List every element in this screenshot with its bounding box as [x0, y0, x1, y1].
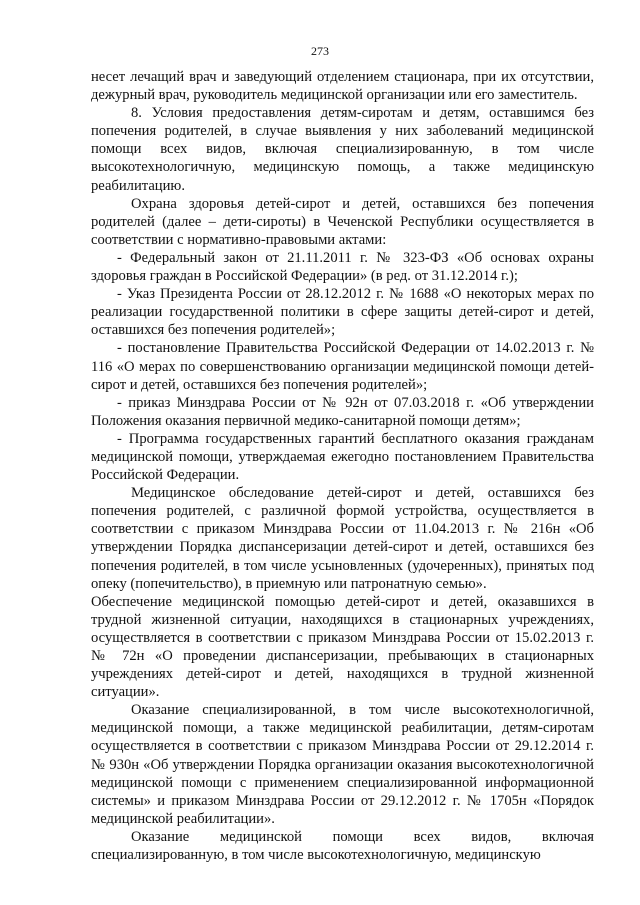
list-item-presidential-decree: - Указ Президента России от 28.12.2012 г. № 1688 «О некоторых мерах по реализации государственной политики в сфере защиты детей-сирот и детей, оставшихся без попечения родителей»;	[91, 286, 594, 339]
paragraph-medical-examination: Медицинское обследование детей-сирот и детей, оставшихся без попечения родителей, с различной формой устройства, осуществляется в соответствии с приказом Минздрава России от 11.04.2013 г. № 216н «Об утверждении Порядка диспансеризации детей-сирот и детей, оставшихся без попечения родителей, в том числе усыновленных (удочеренных), принятых под опеку (попечительство), в приемную или патронатную семью».	[91, 485, 594, 592]
list-item-federal-law: - Федеральный закон от 21.11.2011 г. № 323-ФЗ «Об основах охраны здоровья граждан в Российской Федерации» (в ред. от 31.12.2014 г.);	[91, 249, 594, 285]
document-body	[91, 68, 594, 864]
list-item-government-resolution: - постановление Правительства Российской Федерации от 14.02.2013 г. № 116 «О мерах по совершенствованию организации медицинской помощи детей-сирот и детей, оставшихся без попечения родителей»;	[91, 340, 594, 393]
list-item-ministry-order: - приказ Минздрава России от № 92н от 07.03.2018 г. «Об утверждении Положения оказания первичной медико-санитарной помощи детям»;	[91, 394, 594, 429]
page-number: 273	[311, 44, 329, 58]
paragraph-all-types-care: Оказание медицинской помощи всех видов, включая специализированную, в том числе высокотехнологичную, медицинскую	[91, 828, 594, 864]
paragraph-medical-care-provision: Обеспечение медицинской помощью детей-сирот и детей, оказавшихся в трудной жизненной ситуации, находящихся в стационарных учреждениях, осуществляется в соответствии с приказом Минздрава России от 15.02.2013 г. № 72н «О проведении диспансеризации, пребывающих в стационарных учреждениях детей-сирот и детей, находящихся в трудной жизненной ситуации».	[91, 593, 594, 701]
section-8-heading-paragraph: 8. Условия предоставления детям-сиротам и детям, оставшимся без попечения родителей, в случае выявления у них заболеваний медицинской помощи всех видов, включая специализированную, в том числе высокотехнологичную, медицинскую помощь, а также медицинскую реабилитацию.	[91, 105, 594, 194]
paragraph-specialized-care: Оказание специализированной, в том числе высокотехнологичной, медицинской помощи, а также медицинской реабилитации, детям-сиротам осуществляется в соответствии с приказом Минздрава России от 29.12.2014 г. № 930н «Об утверждении Порядка организации оказания высокотехнологичной медицинской помощи с применением специализированной информационной системы» и приказом Минздрава России от 29.12.2012 г. № 1705н «Порядок медицинской реабилитации».	[91, 702, 594, 827]
paragraph-continuation: несет лечащий врач и заведующий отделением стационара, при их отсутствии, дежурный врач, руководитель медицинской организации или его заместитель.	[91, 69, 594, 104]
list-item-state-guarantees-program: - Программа государственных гарантий бесплатного оказания гражданам медицинской помощи, утверждаемая ежегодно постановлением Правительства Российской Федерации.	[91, 430, 594, 484]
paragraph-health-protection: Охрана здоровья детей-сирот и детей, оставшихся без попечения родителей (далее – дети-сироты) в Чеченской Республики осуществляется в соответствии с нормативно-правовыми актами:	[91, 195, 594, 248]
